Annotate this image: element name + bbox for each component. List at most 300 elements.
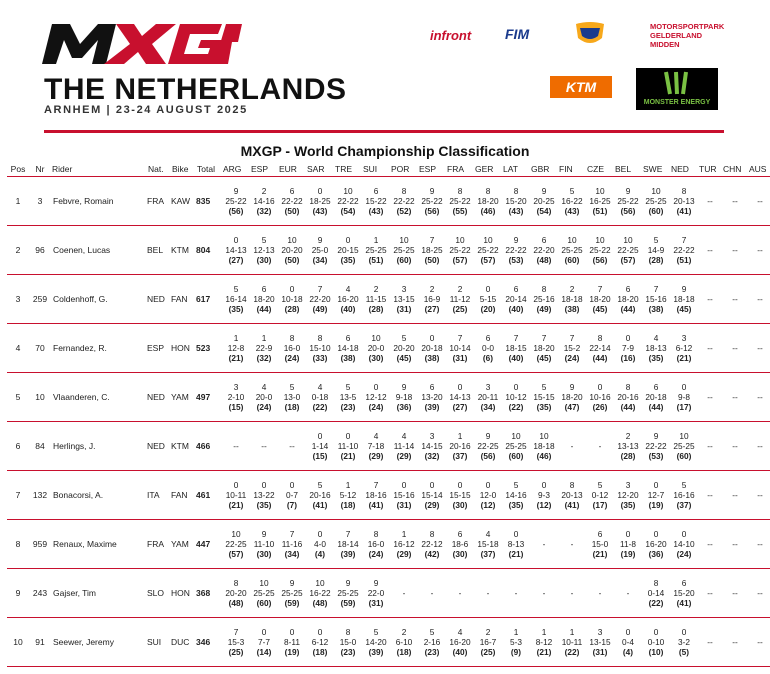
rider-number: 3 [29, 177, 51, 226]
race-result-cell [446, 569, 474, 618]
qualifying-points: 0 [513, 382, 519, 392]
qualifying-points: 0 [485, 284, 491, 294]
race-points: 3-2 [678, 637, 690, 647]
rider-total-points: 804 [196, 226, 222, 275]
race-points: 16-0 [283, 343, 301, 353]
race-result-cell [306, 569, 334, 618]
race-points: 1-14 [311, 441, 329, 451]
race-points: 15-3 [227, 637, 245, 647]
no-result: -- [707, 343, 713, 353]
race-points: 25-16 [533, 294, 555, 304]
qualifying-points: 10 [455, 235, 465, 245]
race-points: 18-18 [561, 294, 583, 304]
race-points: 16-22 [309, 588, 331, 598]
column-header: LAT [502, 162, 530, 177]
qualifying-points: 10 [539, 431, 549, 441]
race-result-cell [722, 422, 748, 471]
rider-total-points: 617 [196, 275, 222, 324]
column-header: TUR [698, 162, 722, 177]
no-result: -- [707, 196, 713, 206]
gp-total-points: (9) [510, 647, 522, 657]
qualifying-points: 7 [457, 333, 463, 343]
gp-total-points: (18) [340, 500, 356, 510]
race-result-cell [502, 569, 530, 618]
gp-total-points: (18) [284, 402, 300, 412]
race-result-cell [586, 373, 614, 422]
race-result-cell [748, 618, 770, 667]
header-divider [44, 130, 724, 133]
gp-total-points: (39) [340, 549, 356, 559]
race-result-cell [502, 177, 530, 226]
gp-total-points: (56) [620, 206, 636, 216]
gp-total-points: (48) [536, 255, 552, 265]
race-points: 14-16 [505, 490, 527, 500]
gp-total-points: (26) [592, 402, 608, 412]
qualifying-points: 0 [653, 529, 659, 539]
race-points: 20-0 [367, 343, 385, 353]
qualifying-points: 3 [597, 627, 603, 637]
race-result-cell [418, 471, 446, 520]
race-points: 12-20 [617, 490, 639, 500]
gp-total-points: (47) [564, 402, 580, 412]
race-result-cell [642, 471, 670, 520]
gp-total-points: (7) [286, 500, 298, 510]
qualifying-points: 0 [597, 382, 603, 392]
qualifying-points: 7 [317, 284, 323, 294]
gp-total-points: (60) [564, 255, 580, 265]
race-result-cell [748, 422, 770, 471]
qualifying-points: 1 [541, 627, 547, 637]
race-result-cell [748, 324, 770, 373]
rider-name: Bonacorsi, A. [51, 471, 147, 520]
race-result-cell [474, 520, 502, 569]
race-points: 0-10 [647, 637, 665, 647]
race-result-cell [250, 275, 278, 324]
column-header: Nr [29, 162, 51, 177]
qualifying-points: 6 [681, 578, 687, 588]
qualifying-points: 8 [681, 186, 687, 196]
gp-total-points: (35) [648, 353, 664, 363]
race-result-cell [722, 520, 748, 569]
race-result-cell [474, 569, 502, 618]
race-points: 15-0 [591, 539, 609, 549]
mxgp-logo-icon [42, 18, 242, 66]
race-result-cell [390, 422, 418, 471]
race-result-cell [362, 471, 390, 520]
table-row [7, 275, 770, 324]
race-result-cell [502, 471, 530, 520]
gp-total-points: (4) [622, 647, 634, 657]
column-header: FIN [558, 162, 586, 177]
qualifying-points: 4 [345, 284, 351, 294]
qualifying-points: 9 [681, 284, 687, 294]
column-header: POR [390, 162, 418, 177]
gp-total-points: (4) [314, 549, 326, 559]
rider-bike: YAM [171, 520, 196, 569]
race-result-cell [748, 373, 770, 422]
race-points: 22-20 [309, 294, 331, 304]
race-points: 9-3 [538, 490, 550, 500]
table-body [7, 177, 770, 667]
knmv-logo-icon [568, 22, 612, 48]
qualifying-points: 1 [233, 333, 239, 343]
qualifying-points: 0 [261, 627, 267, 637]
race-points: 0-4 [622, 637, 634, 647]
race-result-cell [642, 226, 670, 275]
column-header: Nat. [147, 162, 171, 177]
no-result: - [514, 588, 518, 598]
race-result-cell [222, 569, 250, 618]
race-points: 25-25 [337, 588, 359, 598]
race-points: 8-13 [507, 539, 525, 549]
gp-total-points: (20) [480, 304, 496, 314]
gp-total-points: (27) [228, 255, 244, 265]
gp-total-points: (56) [592, 255, 608, 265]
gp-total-points: (24) [676, 549, 692, 559]
qualifying-points: 10 [399, 235, 409, 245]
qualifying-points: 1 [261, 333, 267, 343]
qualifying-points: 5 [233, 284, 239, 294]
qualifying-points: 2 [457, 284, 463, 294]
gp-total-points: (41) [564, 500, 580, 510]
rider-bike: FAN [171, 471, 196, 520]
race-points: 22-20 [533, 245, 555, 255]
column-header: GER [474, 162, 502, 177]
race-result-cell [250, 324, 278, 373]
race-result-cell [334, 569, 362, 618]
gp-total-points: (60) [508, 451, 524, 461]
race-result-cell [698, 226, 722, 275]
table-header-row [7, 162, 770, 177]
race-points: 12-8 [227, 343, 245, 353]
gp-total-points: (53) [508, 255, 524, 265]
qualifying-points: 5 [653, 235, 659, 245]
rider-position: 10 [7, 618, 29, 667]
gp-total-points: (37) [452, 451, 468, 461]
race-points: 22-22 [281, 196, 303, 206]
race-result-cell [530, 618, 558, 667]
race-result-cell [670, 618, 698, 667]
gp-total-points: (44) [620, 304, 636, 314]
race-points: 20-18 [421, 343, 443, 353]
rider-number: 96 [29, 226, 51, 275]
race-result-cell [670, 422, 698, 471]
qualifying-points: 7 [541, 333, 547, 343]
gp-total-points: (31) [452, 353, 468, 363]
race-result-cell [722, 373, 748, 422]
race-result-cell [642, 177, 670, 226]
rider-number: 10 [29, 373, 51, 422]
rider-number: 259 [29, 275, 51, 324]
classification-table [7, 162, 770, 667]
race-points: 13-15 [589, 637, 611, 647]
gp-total-points: (17) [676, 402, 692, 412]
gp-total-points: (23) [340, 647, 356, 657]
race-result-cell [390, 177, 418, 226]
race-result-cell [558, 324, 586, 373]
race-result-cell [502, 422, 530, 471]
race-result-cell [748, 226, 770, 275]
race-points: 7-18 [367, 441, 385, 451]
no-result: -- [289, 441, 295, 451]
gp-total-points: (43) [368, 206, 384, 216]
race-result-cell [586, 177, 614, 226]
race-points: 5-3 [510, 637, 522, 647]
race-result-cell [642, 569, 670, 618]
gp-total-points: (10) [648, 647, 664, 657]
race-points: 15-15 [449, 490, 471, 500]
race-points: 18-18 [533, 441, 555, 451]
gp-total-points: (34) [480, 402, 496, 412]
no-result: - [542, 588, 546, 598]
race-result-cell [474, 471, 502, 520]
column-header: EUR [278, 162, 306, 177]
rider-number: 132 [29, 471, 51, 520]
gp-total-points: (56) [480, 451, 496, 461]
no-result: - [458, 588, 462, 598]
race-result-cell [698, 373, 722, 422]
gp-total-points: (60) [396, 255, 412, 265]
qualifying-points: 9 [513, 235, 519, 245]
rider-position: 9 [7, 569, 29, 618]
qualifying-points: 0 [681, 627, 687, 637]
race-result-cell [334, 618, 362, 667]
gp-total-points: (14) [256, 647, 272, 657]
race-points: 16-22 [561, 196, 583, 206]
gp-total-points: (24) [284, 353, 300, 363]
race-result-cell [250, 422, 278, 471]
race-points: 22-22 [673, 245, 695, 255]
column-header: FRA [446, 162, 474, 177]
race-points: 25-25 [281, 588, 303, 598]
race-points: 16-25 [589, 196, 611, 206]
race-points: 15-18 [477, 539, 499, 549]
gp-total-points: (60) [256, 598, 272, 608]
qualifying-points: 0 [429, 333, 435, 343]
gp-total-points: (30) [256, 255, 272, 265]
race-points: 22-12 [421, 539, 443, 549]
race-points: 16-7 [479, 637, 497, 647]
race-result-cell [390, 569, 418, 618]
race-result-cell [446, 226, 474, 275]
race-points: 16-20 [449, 637, 471, 647]
rider-bike: HON [171, 324, 196, 373]
race-result-cell [446, 275, 474, 324]
gp-total-points: (5) [678, 647, 690, 657]
race-result-cell [530, 471, 558, 520]
race-result-cell [530, 373, 558, 422]
qualifying-points: 1 [373, 235, 379, 245]
qualifying-points: 7 [513, 333, 519, 343]
race-result-cell [642, 275, 670, 324]
column-header: NED [670, 162, 698, 177]
qualifying-points: 0 [485, 480, 491, 490]
no-result: -- [732, 490, 738, 500]
gp-total-points: (35) [536, 402, 552, 412]
gp-total-points: (17) [592, 500, 608, 510]
gp-total-points: (21) [592, 549, 608, 559]
race-result-cell [558, 520, 586, 569]
gp-total-points: (57) [620, 255, 636, 265]
rider-position: 3 [7, 275, 29, 324]
race-points: 25-25 [561, 245, 583, 255]
race-result-cell [614, 569, 642, 618]
qualifying-points: 1 [345, 480, 351, 490]
qualifying-points: 10 [287, 235, 297, 245]
race-points: 20-0 [255, 392, 273, 402]
race-result-cell [586, 520, 614, 569]
gp-total-points: (25) [452, 304, 468, 314]
race-result-cell [748, 177, 770, 226]
race-points: 15-20 [505, 196, 527, 206]
qualifying-points: 6 [541, 235, 547, 245]
qualifying-points: 8 [345, 627, 351, 637]
race-result-cell [278, 569, 306, 618]
qualifying-points: 8 [233, 578, 239, 588]
gp-total-points: (44) [256, 304, 272, 314]
race-result-cell [222, 275, 250, 324]
race-points: 22-22 [337, 196, 359, 206]
column-header: AUS [748, 162, 770, 177]
race-points: 15-20 [673, 588, 695, 598]
race-result-cell [698, 177, 722, 226]
column-header: ARG [222, 162, 250, 177]
race-result-cell [362, 569, 390, 618]
race-points: 25-22 [589, 245, 611, 255]
race-result-cell [748, 569, 770, 618]
race-result-cell [586, 275, 614, 324]
race-points: 6-12 [311, 637, 329, 647]
gp-total-points: (49) [312, 304, 328, 314]
qualifying-points: 0 [261, 480, 267, 490]
gp-total-points: (60) [648, 206, 664, 216]
no-result: -- [732, 196, 738, 206]
race-result-cell [306, 471, 334, 520]
gp-total-points: (16) [620, 353, 636, 363]
race-result-cell [614, 422, 642, 471]
sponsor-park: MOTORSPORTPARK GELDERLAND MIDDEN [650, 22, 725, 49]
race-result-cell [474, 177, 502, 226]
gp-total-points: (28) [648, 255, 664, 265]
qualifying-points: 5 [317, 480, 323, 490]
race-points: 2-10 [227, 392, 245, 402]
gp-total-points: (25) [480, 647, 496, 657]
rider-bike: HON [171, 569, 196, 618]
qualifying-points: 10 [343, 186, 353, 196]
rider-position: 7 [7, 471, 29, 520]
race-result-cell [502, 618, 530, 667]
qualifying-points: 0 [653, 627, 659, 637]
race-result-cell [250, 226, 278, 275]
qualifying-points: 0 [317, 431, 323, 441]
race-result-cell [558, 373, 586, 422]
rider-position: 6 [7, 422, 29, 471]
table-row [7, 177, 770, 226]
race-points: 22-0 [367, 588, 385, 598]
race-points: 18-15 [505, 343, 527, 353]
gp-total-points: (22) [564, 647, 580, 657]
qualifying-points: 6 [625, 284, 631, 294]
race-points: 4-0 [314, 539, 326, 549]
race-points: 25-22 [449, 245, 471, 255]
gp-total-points: (23) [340, 402, 356, 412]
rider-name: Coldenhoff, G. [51, 275, 147, 324]
race-result-cell [698, 422, 722, 471]
gp-total-points: (55) [452, 206, 468, 216]
race-result-cell [334, 422, 362, 471]
qualifying-points: 4 [261, 382, 267, 392]
table-row [7, 422, 770, 471]
race-points: 9-8 [678, 392, 690, 402]
race-result-cell [698, 520, 722, 569]
qualifying-points: 0 [457, 382, 463, 392]
race-points: 18-20 [533, 343, 555, 353]
qualifying-points: 0 [625, 529, 631, 539]
gp-total-points: (25) [228, 647, 244, 657]
race-result-cell [614, 226, 642, 275]
race-result-cell [722, 275, 748, 324]
table-row [7, 618, 770, 667]
qualifying-points: 9 [233, 186, 239, 196]
gp-total-points: (28) [620, 451, 636, 461]
race-points: 2-16 [423, 637, 441, 647]
race-result-cell [418, 520, 446, 569]
qualifying-points: 8 [597, 333, 603, 343]
race-points: 22-9 [255, 343, 273, 353]
no-result: -- [732, 245, 738, 255]
column-header: Total [196, 162, 222, 177]
rider-bike: KAW [171, 177, 196, 226]
race-points: 22-25 [225, 539, 247, 549]
race-points: 0-14 [647, 588, 665, 598]
gp-total-points: (29) [368, 451, 384, 461]
race-points: 14-13 [225, 245, 247, 255]
gp-total-points: (30) [452, 549, 468, 559]
race-points: 25-22 [477, 245, 499, 255]
race-points: 7-9 [622, 343, 634, 353]
qualifying-points: 0 [681, 529, 687, 539]
qualifying-points: 0 [373, 382, 379, 392]
gp-total-points: (36) [396, 402, 412, 412]
rider-nationality: ESP [147, 324, 171, 373]
race-result-cell [670, 520, 698, 569]
race-result-cell [558, 422, 586, 471]
race-result-cell [558, 471, 586, 520]
qualifying-points: 9 [653, 431, 659, 441]
race-points: 12-0 [479, 490, 497, 500]
qualifying-points: 6 [429, 382, 435, 392]
race-result-cell [670, 275, 698, 324]
gp-total-points: (21) [228, 500, 244, 510]
no-result: -- [261, 441, 267, 451]
race-points: 15-2 [563, 343, 581, 353]
rider-name: Renaux, Maxime [51, 520, 147, 569]
race-result-cell [446, 177, 474, 226]
race-result-cell [250, 373, 278, 422]
qualifying-points: 0 [233, 235, 239, 245]
qualifying-points: 8 [569, 480, 575, 490]
race-points: 20-14 [505, 294, 527, 304]
race-points: 20-13 [673, 196, 695, 206]
qualifying-points: 5 [345, 382, 351, 392]
qualifying-points: 3 [401, 284, 407, 294]
race-points: 8-12 [535, 637, 553, 647]
qualifying-points: 8 [513, 186, 519, 196]
qualifying-points: 0 [513, 529, 519, 539]
no-result: -- [757, 245, 763, 255]
race-result-cell [418, 177, 446, 226]
gp-total-points: (51) [368, 255, 384, 265]
